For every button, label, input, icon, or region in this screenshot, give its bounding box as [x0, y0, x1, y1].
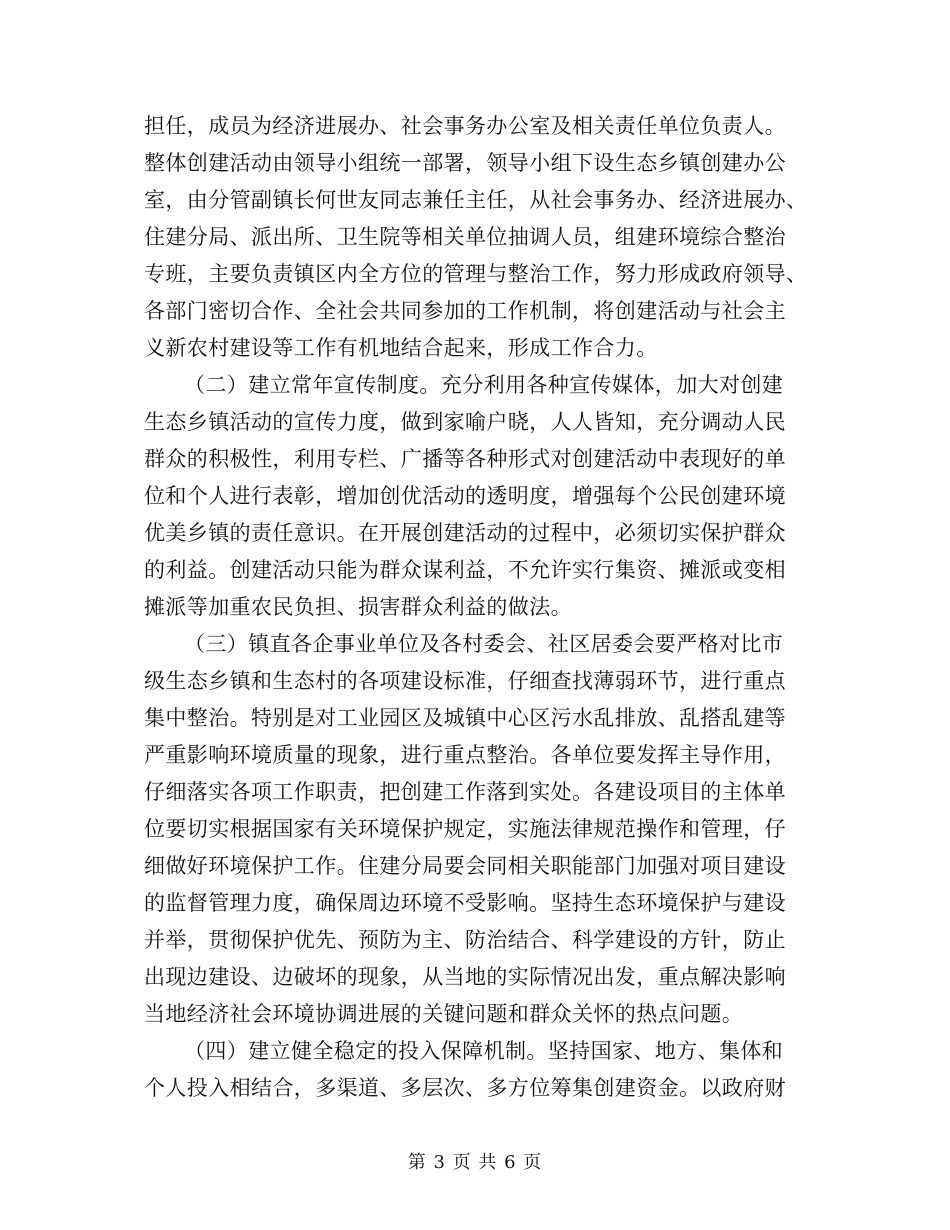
paragraph-3-first-line: （三）镇直各企事业单位及各村委会、社区居委会要严格对比市 [184, 632, 784, 656]
text-line: 生态乡镇活动的宣传力度，做到家喻户晓，人人皆知，充分调动人民 [144, 410, 786, 434]
text-line: 级生态乡镇和生态村的各项建设标准，仔细查找薄弱环节，进行重点 [144, 669, 786, 693]
text-line: 各部门密切合作、全社会共同参加的工作机制，将创建活动与社会主 [144, 299, 786, 323]
paragraph-4-first-line: （四）建立健全稳定的投入保障机制。坚持国家、地方、集体和 [184, 1039, 784, 1063]
text-line: 当地经济社会环境协调进展的关键问题和群众关怀的热点问题。 [144, 1002, 744, 1026]
text-line: 住建分局、派出所、卫生院等相关单位抽调人员，组建环境综合整治 [144, 225, 786, 249]
text-line: 优美乡镇的责任意识。在开展创建活动的过程中，必须切实保护群众 [144, 521, 786, 545]
text-line: 个人投入相结合，多渠道、多层次、多方位筹集创建资金。以政府财 [144, 1076, 786, 1100]
paragraph-2-first-line: （二）建立常年宣传制度。充分利用各种宣传媒体，加大对创建 [184, 373, 784, 397]
text-line: 集中整治。特别是对工业园区及城镇中心区污水乱排放、乱搭乱建等 [144, 706, 786, 730]
text-line: 的监督管理力度，确保周边环境不受影响。坚持生态环境保护与建设 [144, 891, 786, 915]
text-line: 群众的积极性，利用专栏、广播等各种形式对创建活动中表现好的单 [144, 447, 786, 471]
text-line: 的利益。创建活动只能为群众谋利益，不允许实行集资、摊派或变相 [144, 558, 786, 582]
page-footer: 第 3 页 共 6 页 [407, 1152, 543, 1173]
text-line: 位要切实根据国家有关环境保护规定，实施法律规范操作和管理，仔 [144, 817, 786, 841]
document-body [144, 108, 808, 1107]
text-line: 担任，成员为经济进展办、社会事务办公室及相关责任单位负责人。 [144, 114, 786, 138]
text-line: 摊派等加重农民负担、损害群众利益的做法。 [144, 595, 572, 619]
text-line: 室，由分管副镇长何世友同志兼任主任，从社会事务办、经济进展办、 [144, 188, 808, 212]
text-line: 仔细落实各项工作职责，把创建工作落到实处。各建设项目的主体单 [144, 780, 786, 804]
text-line: 位和个人进行表彰，增加创优活动的透明度，增强每个公民创建环境 [144, 484, 786, 508]
text-line: 严重影响环境质量的现象，进行重点整治。各单位要发挥主导作用， [144, 743, 786, 767]
text-line: 细做好环境保护工作。住建分局要会同相关职能部门加强对项目建设 [144, 854, 786, 878]
text-line: 专班，主要负责镇区内全方位的管理与整治工作，努力形成政府领导、 [144, 262, 808, 286]
text-line: 义新农村建设等工作有机地结合起来，形成工作合力。 [144, 336, 658, 360]
text-line: 并举，贯彻保护优先、预防为主、防治结合、科学建设的方针，防止 [144, 928, 786, 952]
text-line: 整体创建活动由领导小组统一部署，领导小组下设生态乡镇创建办公 [144, 151, 786, 175]
text-line: 出现边建设、边破坏的现象，从当地的实际情况出发，重点解决影响 [144, 965, 786, 989]
